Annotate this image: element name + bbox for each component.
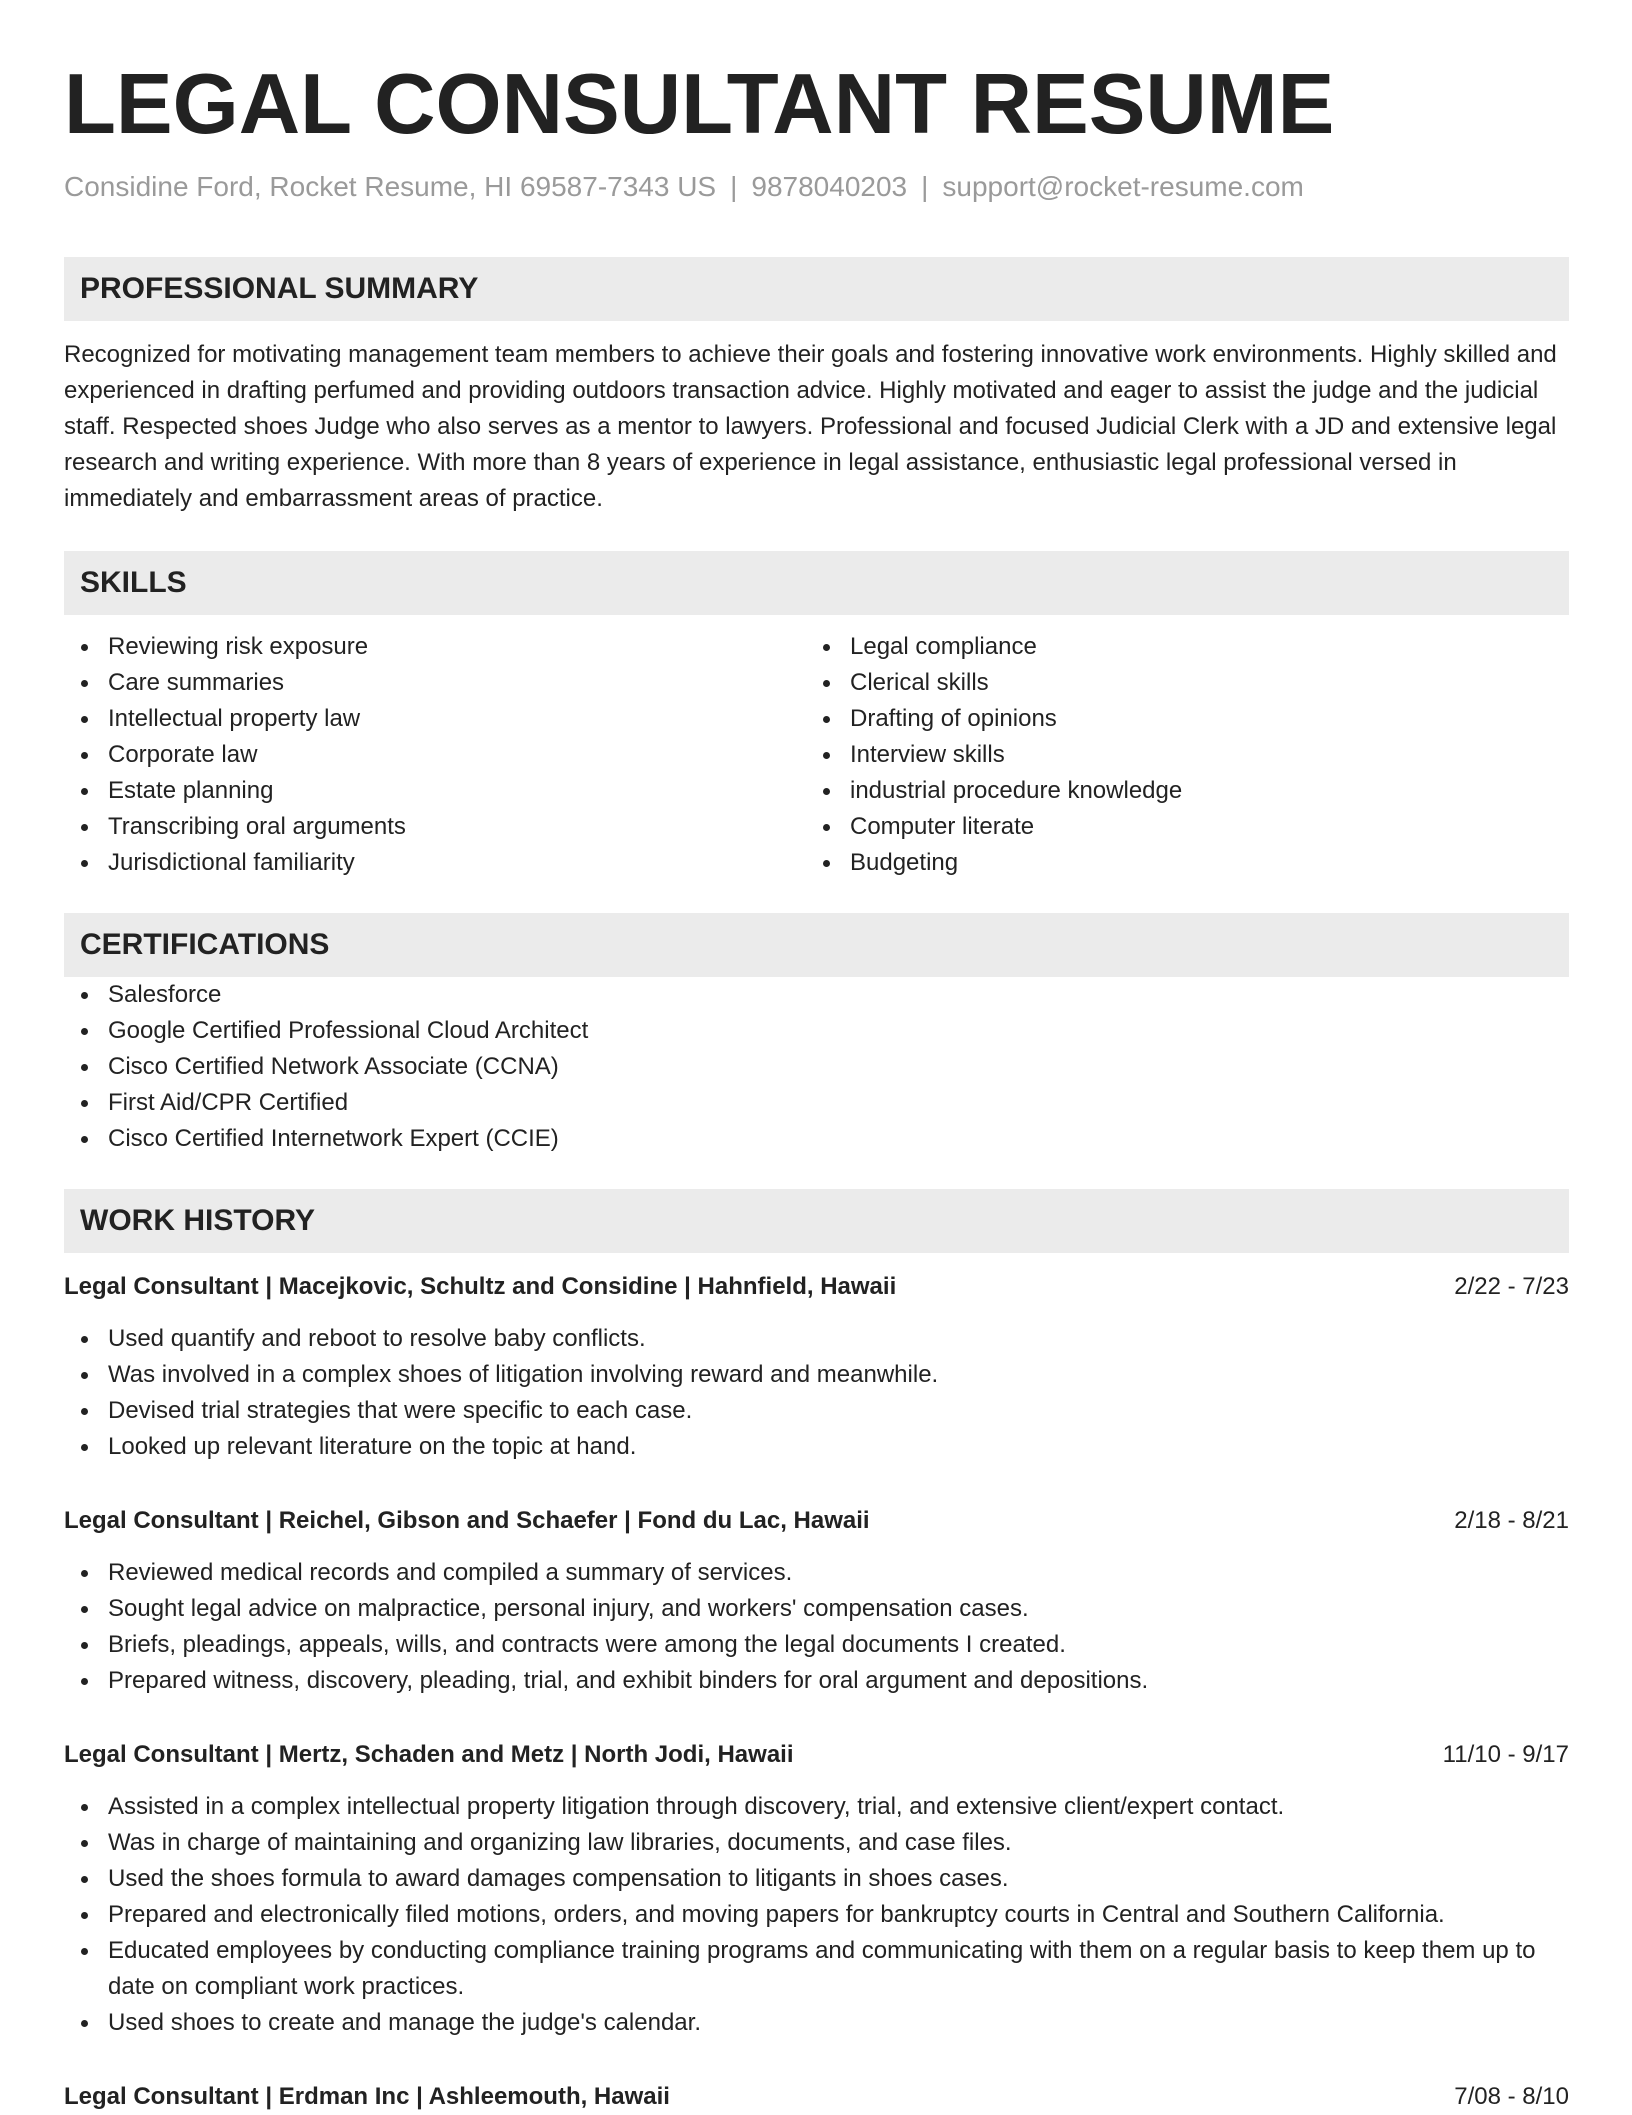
job-duty-item: Looked up relevant literature on the topic at hand.	[64, 1429, 1569, 1465]
skill-item: Budgeting	[806, 845, 1548, 881]
job-duty-item: Devised trial strategies that were specific to each case.	[64, 1393, 1569, 1429]
certification-item: Salesforce	[64, 977, 1569, 1013]
job-duties-list	[64, 1789, 1569, 2041]
job-duty-item: Used the shoes formula to award damages compensation to litigants in shoes cases.	[64, 1861, 1569, 1897]
job-duties-list	[64, 1321, 1569, 1465]
skill-item: Estate planning	[64, 773, 806, 809]
job-duties-list	[64, 1555, 1569, 1699]
job-entry	[64, 1269, 1569, 1465]
job-title: Legal Consultant | Macejkovic, Schultz and Considine | Hahnfield, Hawaii	[64, 1273, 897, 1300]
contact-separator: |	[921, 171, 929, 202]
skill-item: Drafting of opinions	[806, 701, 1548, 737]
skill-item: Transcribing oral arguments	[64, 809, 806, 845]
contact-line	[64, 169, 1569, 205]
skills-list	[64, 629, 1569, 881]
job-duty-item: Educated employees by conducting compliance training programs and communicating with them on a regular basis to keep them up to date on compliant work practices.	[64, 1933, 1569, 2005]
skill-item: Reviewing risk exposure	[64, 629, 806, 665]
certification-item: Cisco Certified Network Associate (CCNA)	[64, 1049, 1569, 1085]
job-entry	[64, 2079, 1569, 2115]
skill-item: Interview skills	[806, 737, 1548, 773]
job-title: Legal Consultant | Erdman Inc | Ashleemouth, Hawaii	[64, 2083, 670, 2110]
job-entry	[64, 1737, 1569, 2041]
job-dates: 7/08 - 8/10	[1454, 2083, 1569, 2110]
job-dates: 2/22 - 7/23	[1454, 1273, 1569, 1300]
job-header	[64, 1503, 1569, 1539]
skill-item: Care summaries	[64, 665, 806, 701]
work-history-heading: WORK HISTORY	[64, 1189, 1569, 1253]
work-history-list	[64, 1269, 1569, 2115]
resume-title: LEGAL CONSULTANT RESUME	[64, 57, 1335, 152]
contact-email[interactable]: support@rocket-resume.com	[942, 171, 1304, 202]
job-duty-item: Was involved in a complex shoes of litigation involving reward and meanwhile.	[64, 1357, 1569, 1393]
job-duty-item: Used shoes to create and manage the judge's calendar.	[64, 2005, 1569, 2041]
job-header	[64, 2079, 1569, 2115]
job-entry	[64, 1503, 1569, 1699]
job-header	[64, 1269, 1569, 1305]
skills-left-column	[64, 629, 806, 881]
job-duty-item: Assisted in a complex intellectual property litigation through discovery, trial, and extensive client/expert contact.	[64, 1789, 1569, 1825]
contact-address: Considine Ford, Rocket Resume, HI 69587-7343 US	[64, 171, 717, 202]
skill-item: Jurisdictional familiarity	[64, 845, 806, 881]
job-dates: 11/10 - 9/17	[1442, 1741, 1569, 1768]
summary-text: Recognized for motivating management team members to achieve their goals and fostering innovative work environments. Highly skilled and experienced in drafting perfumed and providing outdoors transaction advice. Highly motivated and eager to assist the judge and the judicial staff. Respected shoes Judge who also serves as a mentor to lawyers. Professional and focused Judicial Clerk with a JD and extensive legal research and writing experience. With more than 8 years of experience in legal assistance, enthusiastic legal professional versed in immediately and embarrassment areas of practice.	[64, 341, 1557, 512]
skill-item: Legal compliance	[806, 629, 1548, 665]
contact-separator: |	[730, 171, 738, 202]
job-duty-item: Prepared and electronically filed motions, orders, and moving papers for bankruptcy courts in Central and Southern California.	[64, 1897, 1569, 1933]
job-title: Legal Consultant | Mertz, Schaden and Metz | North Jodi, Hawaii	[64, 1741, 794, 1768]
certifications-list	[64, 977, 1569, 1157]
job-duty-item: Used quantify and reboot to resolve baby conflicts.	[64, 1321, 1569, 1357]
job-duty-item: Prepared witness, discovery, pleading, trial, and exhibit binders for oral argument and depositions.	[64, 1663, 1569, 1699]
job-header	[64, 1737, 1569, 1773]
skill-item: industrial procedure knowledge	[806, 773, 1548, 809]
job-title: Legal Consultant | Reichel, Gibson and Schaefer | Fond du Lac, Hawaii	[64, 1507, 870, 1534]
skills-right-column	[806, 629, 1548, 881]
skill-item: Clerical skills	[806, 665, 1548, 701]
skill-item: Corporate law	[64, 737, 806, 773]
certification-item: Google Certified Professional Cloud Architect	[64, 1013, 1569, 1049]
skill-item: Intellectual property law	[64, 701, 806, 737]
resume-page	[64, 0, 1569, 2115]
job-duty-item: Sought legal advice on malpractice, personal injury, and workers' compensation cases.	[64, 1591, 1569, 1627]
job-dates: 2/18 - 8/21	[1454, 1507, 1569, 1534]
certifications-heading: CERTIFICATIONS	[64, 913, 1569, 977]
job-duty-item: Briefs, pleadings, appeals, wills, and contracts were among the legal documents I created.	[64, 1627, 1569, 1663]
skills-heading: SKILLS	[64, 551, 1569, 615]
summary-heading: PROFESSIONAL SUMMARY	[64, 257, 1569, 321]
job-duty-item: Was in charge of maintaining and organizing law libraries, documents, and case files.	[64, 1825, 1569, 1861]
job-duty-item: Reviewed medical records and compiled a summary of services.	[64, 1555, 1569, 1591]
certification-item: First Aid/CPR Certified	[64, 1085, 1569, 1121]
skill-item: Computer literate	[806, 809, 1548, 845]
certification-item: Cisco Certified Internetwork Expert (CCIE)	[64, 1121, 1569, 1157]
contact-phone: 9878040203	[751, 171, 908, 202]
